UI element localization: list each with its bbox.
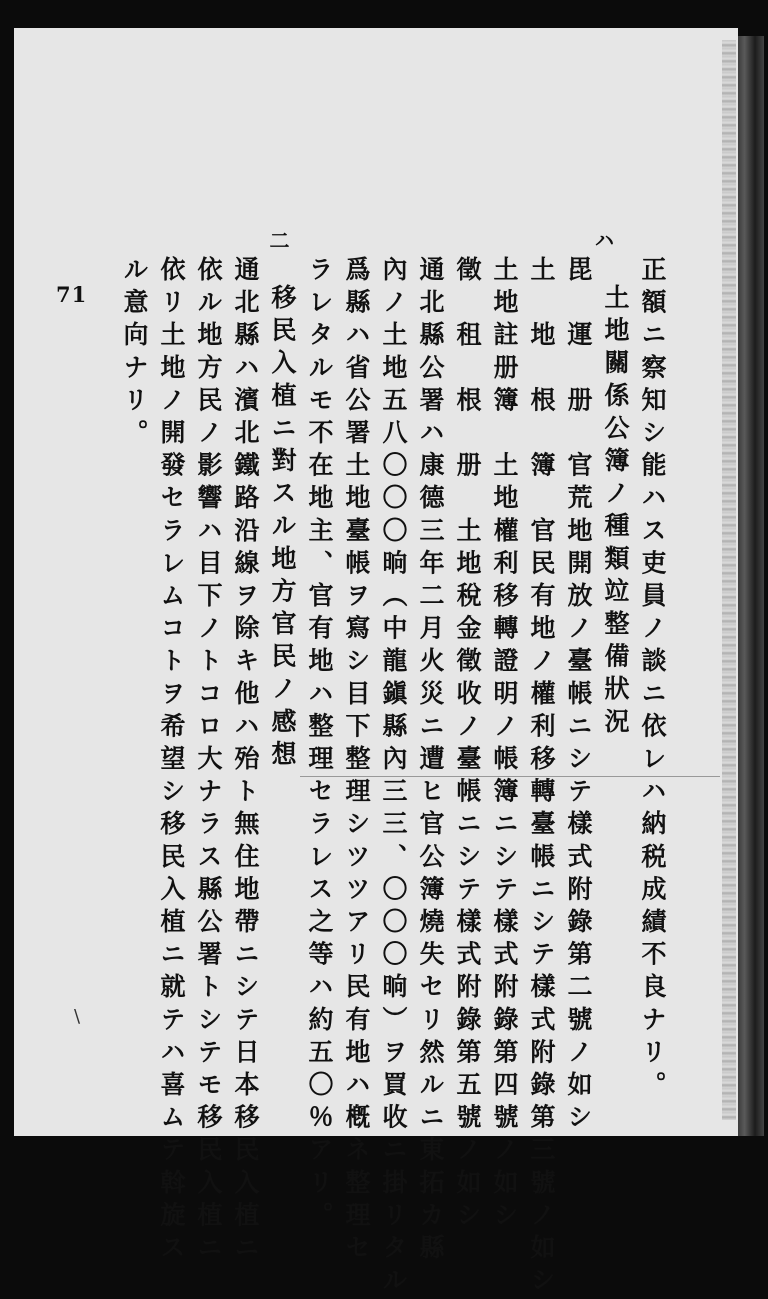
section-marker-ni: 二 (266, 230, 290, 250)
page-number: 71 (56, 282, 88, 307)
page-edge (722, 40, 736, 1120)
text-line-7: 通北縣公署ハ康德三年二月火災ニ遭ヒ官公簿燒失セリ然ルニ東拓カ縣 (416, 256, 445, 1267)
text-line-3: 毘 運 册 官荒地開放ノ臺帳ニシテ樣式附錄第二號ノ如シ (564, 256, 593, 1137)
text-line-4: 土 地 根 簿 官民有地ノ權利移轉臺帳ニシテ樣式附錄第三號ノ如シ (527, 256, 556, 1299)
text-line-13: 依ル地方民ノ影響ハ目下ノトコロ大ナラス縣公署トシテモ移民入植ニ (194, 256, 223, 1267)
text-line-1: 正額ニ察知シ能ハス吏員ノ談ニ依レハ納税成績不良ナリ。 (638, 256, 667, 1104)
section-heading-ha: 土地關係公簿ノ種類竝整備狀況 (601, 284, 630, 741)
text-line-10: ラレタルモ不在地主、官有地ハ整理セラレス之等ハ約五〇％アリ。 (305, 256, 334, 1234)
book-spine (734, 36, 764, 1136)
text-line-15: ル意向ナリ。 (120, 256, 149, 452)
text-line-5: 土地註册簿 土地權利移轉證明ノ帳簿ニシテ樣式附錄第四號ノ如シ (490, 256, 519, 1234)
text-line-9: 爲縣ハ省公署土地臺帳ヲ寫シ目下整理シツツアリ民有地ハ槪ネ整理セ (342, 256, 371, 1267)
text-line-14: 依リ土地ノ開發セラレムコトヲ希望シ移民入植ニ就テハ喜ムテ斡旋ス (157, 256, 186, 1267)
section-heading-ni: 移民入植ニ對スル地方官民ノ感想 (268, 284, 297, 773)
text-line-8: 內ノ土地五八〇〇〇晌（中龍鎭縣內三三、〇〇〇晌）ヲ買收ニ掛リタル (379, 256, 408, 1299)
stray-mark: \ (74, 1006, 81, 1027)
text-line-12: 通北縣ハ濱北鐵路沿線ヲ除キ他ハ殆ト無住地帶ニシテ日本移民入植ニ (231, 256, 260, 1267)
text-line-6: 徵 租 根 册 土地稅金徵收ノ臺帳ニシテ樣式附錄第五號ノ如シ (453, 256, 482, 1234)
section-marker-ha: ハ (591, 230, 615, 250)
